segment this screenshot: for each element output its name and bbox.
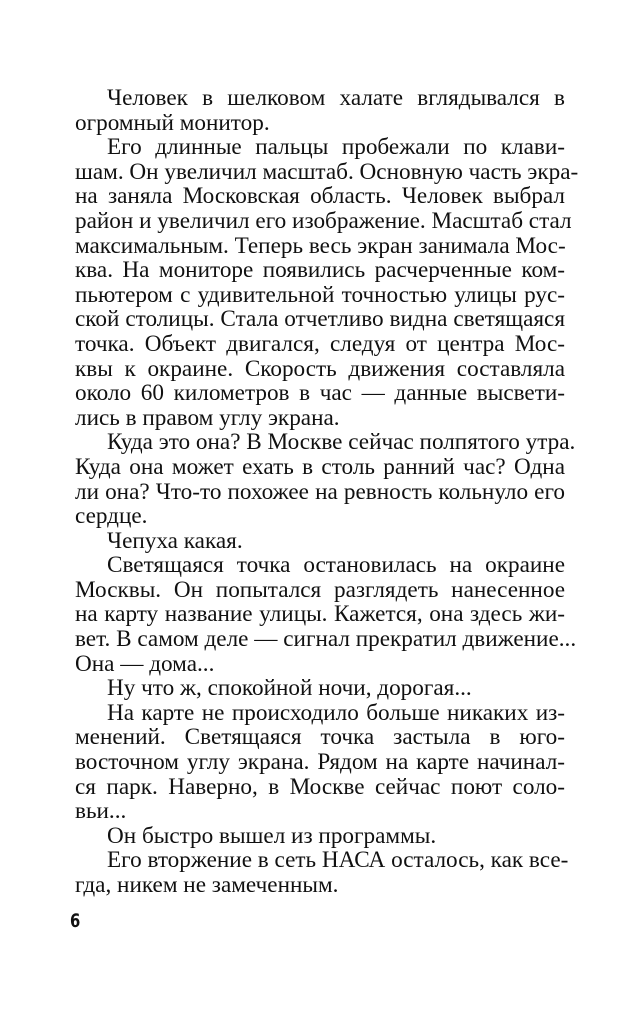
text-line: На карте не происходило больше никаких из- <box>107 699 565 726</box>
text-line: гда, никем не замеченным. <box>75 872 339 898</box>
text-line: около 60 километров в час — данные высвети- <box>75 380 565 407</box>
text-line: менений. Светящаяся точка застыла в юго- <box>75 724 565 751</box>
text-line: сердце. <box>75 503 148 530</box>
text-line: восточном углу экрана. Рядом на карте начинал- <box>75 749 565 776</box>
text-line: Куда она может ехать в столь ранний час? Одна <box>75 453 565 480</box>
text-line: район и увеличил его изображение. Масштаб стал <box>75 207 572 234</box>
text-line: Его длинные пальцы пробежали по клави- <box>107 134 565 161</box>
text-line: максимальным. Теперь весь экран занимала Мос- <box>75 232 566 259</box>
text-line: ква. На мониторе появились расчерченные ком- <box>75 257 565 284</box>
text-line: Чепуха какая. <box>107 527 243 554</box>
text-line: на заняла Московская область. Человек выбрал <box>75 183 565 210</box>
text-line: Ну что ж, спокойной ночи, дорогая... <box>107 675 472 702</box>
page-number: 6 <box>70 910 81 932</box>
text-line: вьи... <box>75 798 127 825</box>
text-line: квы к окраине. Скорость движения составляла <box>75 355 565 382</box>
text-line: Москвы. Он попытался разглядеть нанесенное <box>75 576 565 603</box>
text-line: на карту название улицы. Кажется, она здесь жи- <box>75 601 565 628</box>
text-line: лись в правом углу экрана. <box>75 404 340 431</box>
text-line: ской столицы. Стала отчетливо видна светящаяся <box>75 306 565 333</box>
text-line: пьютером с удивительной точностью улицы рус- <box>75 281 565 308</box>
text-line: огромный монитор. <box>75 109 270 136</box>
text-line: Он быстро вышел из программы. <box>107 822 437 849</box>
text-line: Светящаяся точка остановилась на окраине <box>107 552 565 579</box>
body-text <box>75 85 579 898</box>
text-line: Куда это она? В Москве сейчас полпятого утра. <box>107 429 576 456</box>
text-line: Его вторжение в сеть НАСА осталось, как все- <box>107 847 569 874</box>
text-line: Человек в шелковом халате вглядывался в <box>107 85 565 111</box>
text-line: точка. Объект двигался, следуя от центра Мос- <box>75 330 565 357</box>
text-line: шам. Он увеличил масштаб. Основную часть экра- <box>75 158 579 185</box>
text-line: ли она? Что-то похожее на ревность кольнуло его <box>75 478 565 505</box>
text-line: ся парк. Наверно, в Москве сейчас поют соло- <box>75 773 565 800</box>
text-line: вет. В самом деле — сигнал прекратил движение... <box>75 626 577 653</box>
text-line: Она — дома... <box>75 650 215 677</box>
